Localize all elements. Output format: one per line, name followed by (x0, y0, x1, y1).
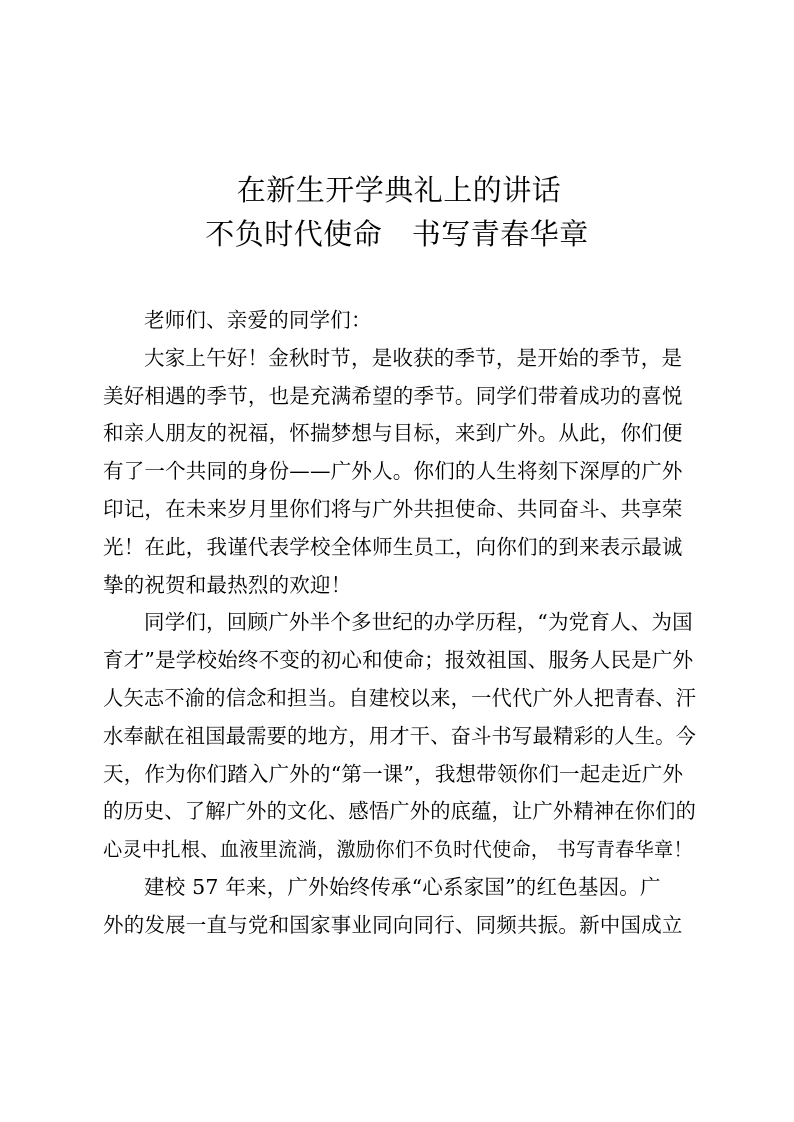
text-line: 天，作为你们踏入广外的“第一课”，我想带领你们一起走近广外 (103, 761, 684, 786)
text-line: 水奉献在祖国最需要的地方，用才干、奋斗书写最精彩的人生。今 (103, 723, 697, 748)
text-line: 大家上午好！金秋时节，是收获的季节，是开始的季节，是 (144, 345, 683, 370)
page-title: 在新生开学典礼上的讲话 (236, 173, 562, 207)
text-line: 心灵中扎根、血液里流淌，激励你们不负时代使命， 书写青春华章！ (103, 838, 693, 862)
speech-body (103, 302, 695, 945)
text-line: 同学们，回顾广外半个多世纪的办学历程，“为党育人、为国 (144, 610, 693, 635)
text-line: 挚的祝贺和最热烈的欢迎！ (103, 572, 352, 597)
text-line: 和亲人朋友的祝福，怀揣梦想与目标，来到广外。从此，你们便 (103, 421, 683, 446)
text-line: 的历史、了解广外的文化、感悟广外的底蕴，让广外精神在你们的 (103, 799, 697, 824)
text-line: 有了一个共同的身份——广外人。你们的人生将刻下深厚的广外 (103, 459, 683, 484)
text-line: 光！在此，我谨代表学校全体师生员工，向你们的到来表示最诚 (103, 534, 683, 559)
text-line: 建校 57 年来，广外始终传承“心系家国”的红色基因。广 (144, 874, 661, 899)
page-subtitle: 不负时代使命 书写青春华章 (205, 217, 589, 251)
text-line: 美好相遇的季节，也是充满希望的季节。同学们带着成功的喜悦 (103, 383, 683, 408)
text-line: 印记，在未来岁月里你们将与广外共担使命、共同奋斗、共享荣 (103, 496, 683, 521)
text-line: 人矢志不渝的信念和担当。自建校以来，一代代广外人把青春、汗 (103, 685, 697, 710)
text-line: 育才”是学校始终不变的初心和使命；报效祖国、服务人民是广外 (103, 648, 694, 673)
title-block (0, 168, 794, 256)
text-line: 外的发展一直与党和国家事业同向同行、同频共振。新中国成立 (103, 912, 683, 937)
text-line: 老师们、亲爱的同学们： (144, 308, 372, 332)
